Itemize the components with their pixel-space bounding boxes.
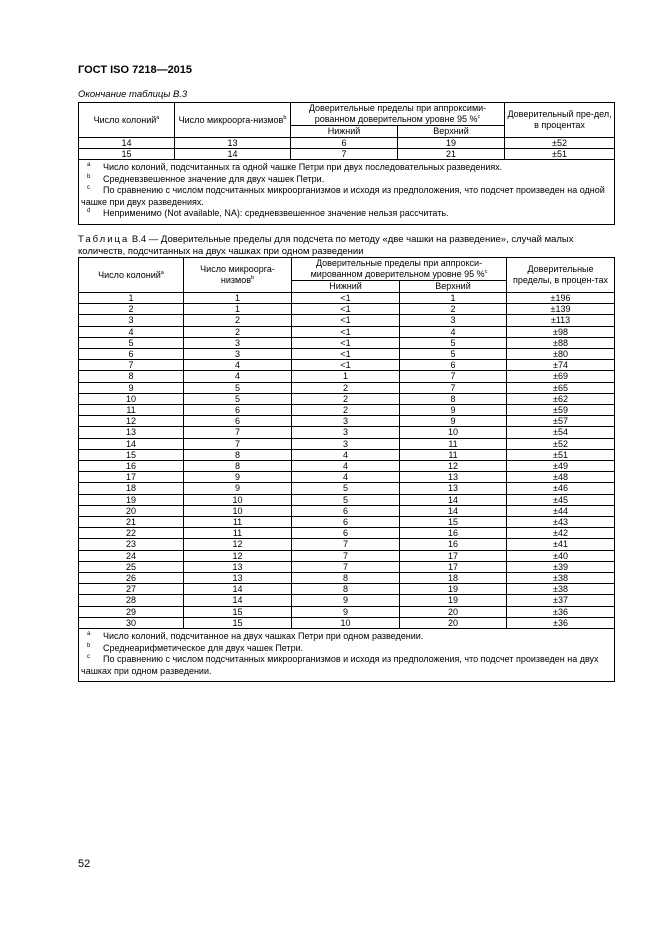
table-row: [79, 315, 615, 326]
table-cell: 7: [400, 382, 507, 393]
table-cell: 29: [79, 606, 184, 617]
table-b3: [78, 102, 615, 225]
table-cell: 7: [292, 561, 400, 572]
table-cell: 7: [184, 427, 292, 438]
table-cell: 27: [79, 584, 184, 595]
table-cell: 9: [184, 472, 292, 483]
table-cell: 11: [184, 517, 292, 528]
table-cell: 10: [400, 427, 507, 438]
table-cell: 10: [79, 393, 184, 404]
table-cell: ±57: [507, 416, 615, 427]
table-row: [79, 483, 615, 494]
table-row: [79, 304, 615, 315]
table-cell: 18: [400, 573, 507, 584]
table-row: [79, 416, 615, 427]
table-cell: 3: [292, 416, 400, 427]
col-header-colonies: Число колоний$^a$: [79, 103, 175, 138]
footnote: d Неприменимо (Not available, NA): средневзвешенное значение нельзя рассчитать.: [87, 208, 449, 218]
footnote-text: Неприменимо (Not available, NA): средневзвешенное значение нельзя рассчитать.: [103, 208, 449, 218]
table-cell: 11: [79, 405, 184, 416]
table-cell: 17: [400, 561, 507, 572]
table-cell: 21: [398, 149, 505, 160]
table-cell: <1: [292, 326, 400, 337]
table-cell: 14: [184, 595, 292, 606]
table-cell: 9: [400, 416, 507, 427]
table-row: [79, 349, 615, 360]
table-row: [79, 584, 615, 595]
table-cell: ±69: [507, 371, 615, 382]
table-cell: 19: [79, 494, 184, 505]
table-cell: 5: [400, 349, 507, 360]
table-cell: 6: [291, 138, 398, 149]
table-cell: 24: [79, 550, 184, 561]
footnote-text: По сравнению с числом подсчитанных микроорганизмов и исходя из предположения, что подсчет произведен на одной чашке при двух разведениях.: [81, 185, 605, 207]
table-cell: ±46: [507, 483, 615, 494]
table-cell: 7: [291, 149, 398, 160]
document-header: ГОСТ ISO 7218—2015: [78, 64, 193, 76]
table-cell: 6: [292, 505, 400, 516]
col-header-limits: Доверительные пределы при аппроксими-рованном доверительном уровне 95 %$^c$: [291, 103, 505, 126]
table-cell: 12: [400, 461, 507, 472]
table-cell: 6: [184, 416, 292, 427]
table-cell: 4: [184, 360, 292, 371]
table-row: [79, 461, 615, 472]
table-cell: 5: [184, 382, 292, 393]
table-cell: ±80: [507, 349, 615, 360]
table-cell: ±98: [507, 326, 615, 337]
table-row: [79, 427, 615, 438]
table-row: [79, 595, 615, 606]
footnote: a Число колоний, подсчитанных га одной чашке Петри при двух последовательных разведениях.: [87, 162, 503, 172]
table-cell: 8: [184, 461, 292, 472]
table-cell: ±41: [507, 539, 615, 550]
table-cell: 13: [175, 138, 291, 149]
table-cell: 3: [184, 337, 292, 348]
table-cell: 14: [79, 438, 184, 449]
table-row: [79, 606, 615, 617]
table-cell: 13: [400, 483, 507, 494]
table-cell: 16: [400, 528, 507, 539]
col-header-percent: Доверительный пре-дел, в процентах: [505, 103, 615, 138]
table-cell: 6: [292, 528, 400, 539]
table-cell: 13: [184, 561, 292, 572]
table-row: [79, 360, 615, 371]
table-cell: 16: [400, 539, 507, 550]
table-b3-footnotes: [79, 160, 615, 225]
footnote-text: Среднеарифметическое для двух чашек Петри.: [103, 642, 304, 653]
table-cell: 14: [79, 138, 175, 149]
table-row: [79, 617, 615, 628]
table-cell: ±38: [507, 584, 615, 595]
table-cell: ±54: [507, 427, 615, 438]
table-cell: ±113: [507, 315, 615, 326]
table-cell: ±48: [507, 472, 615, 483]
table-cell: 9: [79, 382, 184, 393]
table-b3-caption: Окончание таблицы B.3: [78, 89, 188, 100]
table-cell: 14: [184, 584, 292, 595]
table-cell: ±45: [507, 494, 615, 505]
table-cell: 2: [184, 315, 292, 326]
table-cell: ±51: [507, 449, 615, 460]
table-cell: 1: [184, 304, 292, 315]
table-cell: 2: [79, 304, 184, 315]
table-row: [79, 472, 615, 483]
table-row: [79, 438, 615, 449]
table-cell: 5: [79, 337, 184, 348]
footnote: b Среднеарифметическое для двух чашек Петри.: [87, 642, 304, 653]
col-header-colonies: Число колоний$^a$: [79, 258, 184, 293]
table-cell: 17: [79, 472, 184, 483]
table-cell: 15: [79, 149, 175, 160]
table-cell: 3: [292, 427, 400, 438]
table-cell: ±44: [507, 505, 615, 516]
table-cell: 10: [292, 617, 400, 628]
table-row: [79, 561, 615, 572]
table-cell: 14: [175, 149, 291, 160]
table-cell: 12: [184, 539, 292, 550]
table-cell: 1: [184, 293, 292, 304]
table-cell: 9: [400, 405, 507, 416]
table-cell: ±62: [507, 393, 615, 404]
footnote: b Средневзвешенное значение для двух чашек Петри.: [87, 173, 325, 184]
table-cell: 9: [184, 483, 292, 494]
table-cell: ±38: [507, 573, 615, 584]
table-cell: 14: [400, 505, 507, 516]
table-cell: 6: [184, 405, 292, 416]
table-cell: ±40: [507, 550, 615, 561]
table-b4: [78, 257, 615, 682]
table-row: [79, 382, 615, 393]
table-cell: 4: [292, 461, 400, 472]
table-row: [79, 371, 615, 382]
col-header-lower: Нижний: [292, 281, 400, 293]
table-cell: 7: [79, 360, 184, 371]
col-header-micro: Число микроорга-низмов$^b$: [175, 103, 291, 138]
table-cell: 22: [79, 528, 184, 539]
table-cell: <1: [292, 304, 400, 315]
table-cell: <1: [292, 293, 400, 304]
table-cell: 15: [184, 617, 292, 628]
table-cell: 11: [400, 438, 507, 449]
table-cell: 28: [79, 595, 184, 606]
table-row: [79, 393, 615, 404]
table-cell: 5: [184, 393, 292, 404]
footnote-text: Число колоний, подсчитанное на двух чашках Петри при одном разведении.: [103, 631, 424, 642]
table-cell: 2: [400, 304, 507, 315]
footnote-text: Число колоний, подсчитанных га одной чашке Петри при двух последовательных разведениях.: [103, 162, 503, 172]
table-cell: 1: [79, 293, 184, 304]
table-row: [79, 494, 615, 505]
table-cell: 2: [292, 393, 400, 404]
footnote: a Число колоний, подсчитанное на двух чашках Петри при одном разведении.: [87, 631, 424, 642]
table-row: [79, 449, 615, 460]
col-header-upper: Верхний: [398, 126, 505, 138]
table-cell: 1: [292, 371, 400, 382]
table-row: [79, 550, 615, 561]
footnote: c По сравнению с числом подсчитанных микроорганизмов и исходя из предположения, что подсчет произведен на одной чашке при двух разведениях.: [81, 185, 605, 207]
table-cell: 12: [184, 550, 292, 561]
table-cell: 16: [79, 461, 184, 472]
table-cell: 20: [79, 505, 184, 516]
table-cell: 23: [79, 539, 184, 550]
table-cell: 6: [79, 349, 184, 360]
table-b4-footnotes: [79, 629, 615, 682]
table-cell: 20: [400, 606, 507, 617]
table-cell: ±39: [507, 561, 615, 572]
table-cell: 8: [79, 371, 184, 382]
table-cell: 3: [79, 315, 184, 326]
table-cell: ±51: [505, 149, 615, 160]
col-header-percent: Доверительные пределы, в процен-тах: [507, 258, 615, 293]
table-cell: ±139: [507, 304, 615, 315]
table-cell: 26: [79, 573, 184, 584]
table-row: [79, 539, 615, 550]
table-cell: 30: [79, 617, 184, 628]
table-cell: ±65: [507, 382, 615, 393]
table-cell: 15: [184, 606, 292, 617]
table-cell: 8: [292, 573, 400, 584]
table-cell: 10: [184, 494, 292, 505]
table-cell: 11: [184, 528, 292, 539]
table-cell: 7: [292, 539, 400, 550]
table-cell: 2: [292, 405, 400, 416]
table-cell: 9: [292, 606, 400, 617]
table-cell: 8: [184, 449, 292, 460]
col-header-lower: Нижний: [291, 126, 398, 138]
table-row: [79, 293, 615, 304]
table-b4-title: Таблица B.4 — Доверительные пределы для подсчета по методу «две чашки на разведение», случай малых количеств, подсчитанных на двух чашках при одном разведении: [78, 234, 574, 257]
table-cell: <1: [292, 315, 400, 326]
table-cell: <1: [292, 349, 400, 360]
table-cell: 5: [292, 494, 400, 505]
table-cell: ±74: [507, 360, 615, 371]
table-cell: 11: [400, 449, 507, 460]
table-cell: ±59: [507, 405, 615, 416]
table-row: [79, 528, 615, 539]
table-row: [79, 405, 615, 416]
table-cell: 3: [292, 438, 400, 449]
table-cell: 5: [400, 337, 507, 348]
table-row: [79, 517, 615, 528]
table-cell: 18: [79, 483, 184, 494]
table-cell: 6: [292, 517, 400, 528]
table-cell: 10: [184, 505, 292, 516]
table-cell: ±52: [505, 138, 615, 149]
table-cell: 13: [400, 472, 507, 483]
table-cell: 7: [400, 371, 507, 382]
table-cell: 17: [400, 550, 507, 561]
table-cell: ±52: [507, 438, 615, 449]
table-cell: ±36: [507, 606, 615, 617]
table-row: [79, 138, 615, 149]
table-cell: 25: [79, 561, 184, 572]
table-cell: 21: [79, 517, 184, 528]
table-cell: 14: [400, 494, 507, 505]
col-header-upper: Верхний: [400, 281, 507, 293]
table-row: [79, 149, 615, 160]
table-cell: <1: [292, 360, 400, 371]
table-cell: 2: [184, 326, 292, 337]
footnote-text: Средневзвешенное значение для двух чашек Петри.: [103, 173, 325, 184]
table-cell: 6: [400, 360, 507, 371]
table-row: [79, 505, 615, 516]
table-row: [79, 573, 615, 584]
table-cell: 3: [400, 315, 507, 326]
table-cell: ±42: [507, 528, 615, 539]
table-cell: ±196: [507, 293, 615, 304]
table-cell: 8: [292, 584, 400, 595]
table-row: [79, 337, 615, 348]
table-cell: 4: [79, 326, 184, 337]
table-cell: 4: [184, 371, 292, 382]
table-row: [79, 326, 615, 337]
table-cell: 7: [184, 438, 292, 449]
table-cell: 5: [292, 483, 400, 494]
col-header-limits: Доверительные пределы при аппрокси-мированном доверительном уровне 95 %$^c$: [292, 258, 507, 281]
table-cell: ±43: [507, 517, 615, 528]
table-cell: ±49: [507, 461, 615, 472]
table-cell: 8: [400, 393, 507, 404]
table-cell: 4: [400, 326, 507, 337]
table-cell: 19: [398, 138, 505, 149]
table-cell: 20: [400, 617, 507, 628]
table-cell: 7: [292, 550, 400, 561]
col-header-micro: Число микроорга-низмов$^b$: [184, 258, 292, 293]
table-cell: 13: [79, 427, 184, 438]
footnote: c По сравнению с числом подсчитанных микроорганизмов и исходя из предположения, что подсчет произведен на двух чашках при одном разведении.: [81, 654, 599, 676]
table-cell: 15: [400, 517, 507, 528]
table-cell: ±88: [507, 337, 615, 348]
table-cell: ±36: [507, 617, 615, 628]
table-cell: 12: [79, 416, 184, 427]
table-cell: 9: [292, 595, 400, 606]
table-cell: 1: [400, 293, 507, 304]
footnote-text: По сравнению с числом подсчитанных микроорганизмов и исходя из предположения, что подсчет произведен на двух чашках при одном разведении.: [81, 654, 599, 676]
table-cell: 19: [400, 584, 507, 595]
table-cell: 4: [292, 449, 400, 460]
table-cell: 3: [184, 349, 292, 360]
page-number: 52: [78, 858, 91, 870]
table-cell: 15: [79, 449, 184, 460]
table-cell: 2: [292, 382, 400, 393]
table-cell: 13: [184, 573, 292, 584]
table-cell: ±37: [507, 595, 615, 606]
table-cell: 19: [400, 595, 507, 606]
table-cell: <1: [292, 337, 400, 348]
table-cell: 4: [292, 472, 400, 483]
